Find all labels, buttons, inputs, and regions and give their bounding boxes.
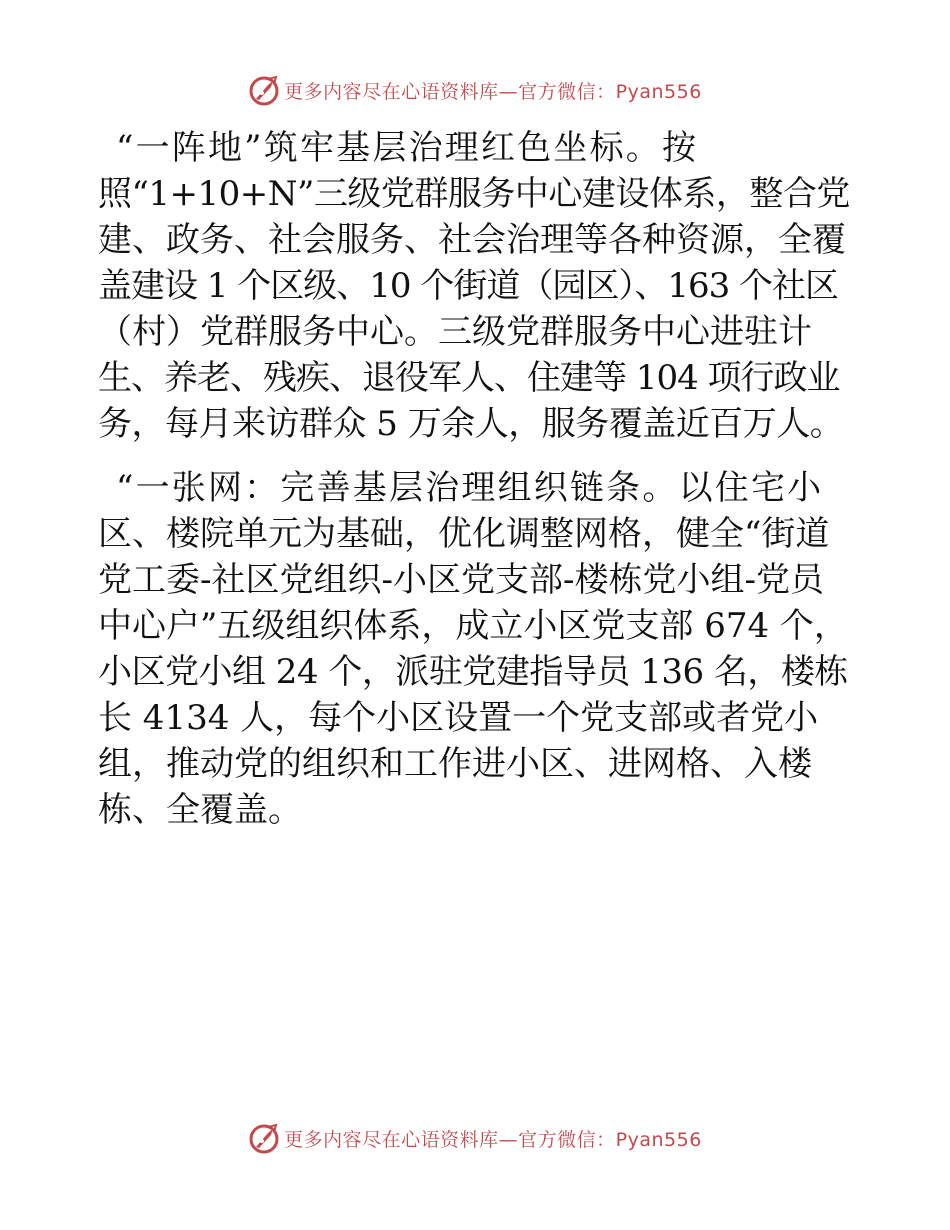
text-line: 建、政务、社会服务、社会治理等各种资源，全覆 [98,220,846,260]
text-line: 长 4134 人，每个小区设置一个党支部或者党小 [98,698,819,738]
footer-banner-text: 更多内容尽在心语资料库—官方微信：Pyan556 [284,1128,702,1151]
pen-nib-logo-icon [248,73,282,107]
paragraph-position [98,125,850,447]
text-line: 务，每月来访群众 5 万余人，服务覆盖近百万人。 [98,404,844,444]
text-line: “一阵地”筑牢基层治理红色坐标。按 [116,128,699,168]
text-line: 中心户”五级组织体系，成立小区党支部 674 个， [98,606,848,646]
footer-banner [0,1118,950,1158]
text-line: 党工委-社区党组织-小区党支部-楼栋党小组-党员 [98,560,824,600]
header-banner-inner [248,73,702,107]
text-line: 栋、全覆盖。 [98,790,302,830]
footer-banner-inner [248,1121,702,1155]
paragraph-network [98,465,850,833]
text-line: （村）党群服务中心。三级党群服务中心进驻计 [98,312,812,352]
text-line: 小区党小组 24 个，派驻党建指导员 136 名，楼栋 [98,652,848,692]
text-line: 生、养老、残疾、退役军人、住建等 104 项行政业 [98,358,840,398]
text-line: 盖建设 1 个区级、10 个街道（园区）、163 个社区 [98,266,839,306]
text-line: 组，推动党的组织和工作进小区、进网格、入楼 [98,744,812,784]
header-banner [0,70,950,110]
text-line: 照“1+10+N”三级党群服务中心建设体系，整合党 [98,174,850,214]
header-banner-text: 更多内容尽在心语资料库—官方微信：Pyan556 [284,80,702,103]
text-line: “一张网：完善基层治理组织链条。以住宅小 [116,468,824,508]
pen-nib-logo-icon [248,1121,282,1155]
document-body [98,125,850,833]
text-line: 区、楼院单元为基础，优化调整网格，健全“街道 [98,514,830,554]
